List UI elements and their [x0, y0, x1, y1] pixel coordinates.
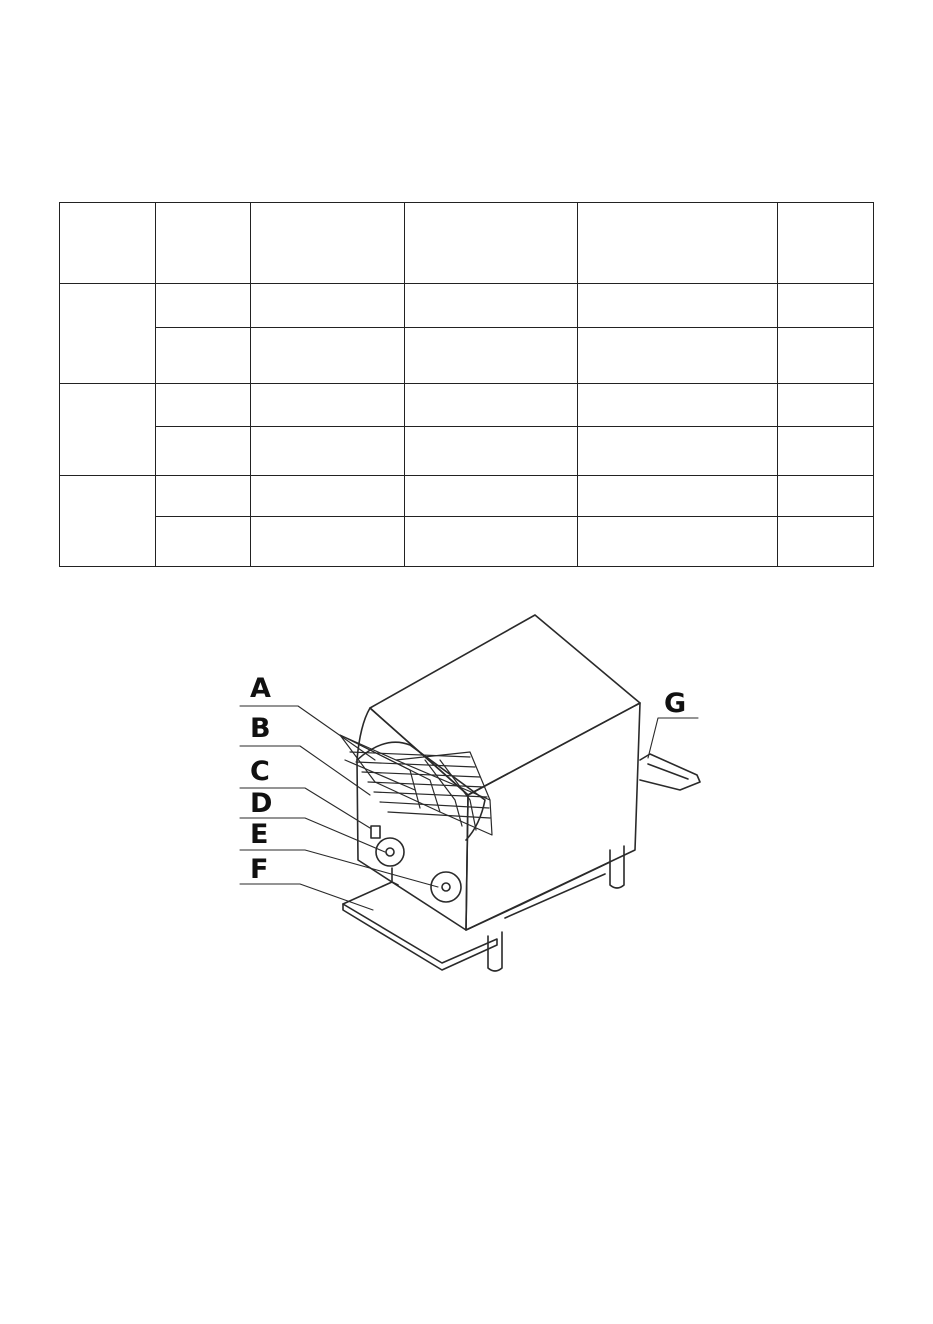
table-cell: [778, 384, 874, 427]
front-base-strip: [505, 874, 605, 918]
table-cell: [156, 476, 251, 517]
model-group-cell: [60, 476, 156, 567]
table-header-cell: [60, 203, 156, 284]
table-header-row: [60, 203, 874, 284]
table-cell: [405, 284, 578, 328]
table-cell: [778, 284, 874, 328]
table-header-cell: [778, 203, 874, 284]
table-cell: [578, 384, 778, 427]
table-cell: [778, 427, 874, 476]
callout-label-g: G: [664, 688, 687, 719]
callout-label-f: F: [250, 854, 269, 885]
callout-label-b: B: [250, 713, 271, 744]
rear-right-leg: [610, 846, 624, 888]
chute-inner: [648, 764, 688, 779]
top-front-rim: [386, 612, 548, 690]
table-cell: [578, 476, 778, 517]
front-crumb-tray: [343, 904, 497, 970]
table-cell: [156, 517, 251, 567]
model-group-cell: [60, 384, 156, 476]
table-header-cell: [251, 203, 405, 284]
temperature-knob-center: [386, 848, 394, 856]
callout-label-a: A: [250, 673, 271, 704]
callout-label-e: E: [250, 819, 269, 850]
table-cell: [405, 476, 578, 517]
table-row: [60, 517, 874, 567]
callout-leaders: [240, 706, 698, 910]
table-header-cell: [578, 203, 778, 284]
table-header-cell: [156, 203, 251, 284]
table-cell: [156, 284, 251, 328]
rack-bar: [380, 802, 489, 808]
table-header-cell: [405, 203, 578, 284]
toaster-top: [370, 615, 640, 795]
spec-table: [59, 202, 874, 567]
table-row: [60, 427, 874, 476]
table-cell: [251, 284, 405, 328]
under-panel: [466, 862, 610, 930]
toaster-front-face: [357, 708, 468, 930]
model-group-cell: [60, 284, 156, 384]
table-cell: [251, 384, 405, 427]
table-cell: [405, 328, 578, 384]
front-left-leg: [488, 932, 502, 971]
callout-label-c: C: [250, 756, 270, 787]
tray-top: [343, 882, 398, 904]
table-row: [60, 384, 874, 427]
rack-bar: [356, 762, 475, 767]
leader-f: [240, 884, 373, 910]
table-cell: [156, 384, 251, 427]
callout-label-d: D: [250, 788, 273, 819]
table-cell: [251, 328, 405, 384]
table-row: [60, 476, 874, 517]
table-row: [60, 284, 874, 328]
table-cell: [405, 384, 578, 427]
table-cell: [778, 476, 874, 517]
leader-e: [240, 850, 438, 887]
table-row: [60, 328, 874, 384]
leader-g: [648, 718, 698, 758]
conveyor-toaster-diagram: [230, 612, 710, 982]
rack-bar: [388, 812, 490, 818]
table-cell: [778, 517, 874, 567]
table-cell: [251, 476, 405, 517]
table-cell: [578, 328, 778, 384]
table-cell: [251, 427, 405, 476]
table-cell: [578, 427, 778, 476]
table-cell: [405, 427, 578, 476]
table-cell: [251, 517, 405, 567]
table-cell: [578, 284, 778, 328]
table-cell: [405, 517, 578, 567]
power-switch: [371, 826, 380, 838]
table-cell: [156, 427, 251, 476]
speed-knob-center: [442, 883, 450, 891]
table-cell: [578, 517, 778, 567]
table-cell: [156, 328, 251, 384]
temperature-knob: [376, 838, 404, 866]
table-cell: [778, 328, 874, 384]
toaster-right-side: [466, 703, 640, 930]
speed-knob: [431, 872, 461, 902]
